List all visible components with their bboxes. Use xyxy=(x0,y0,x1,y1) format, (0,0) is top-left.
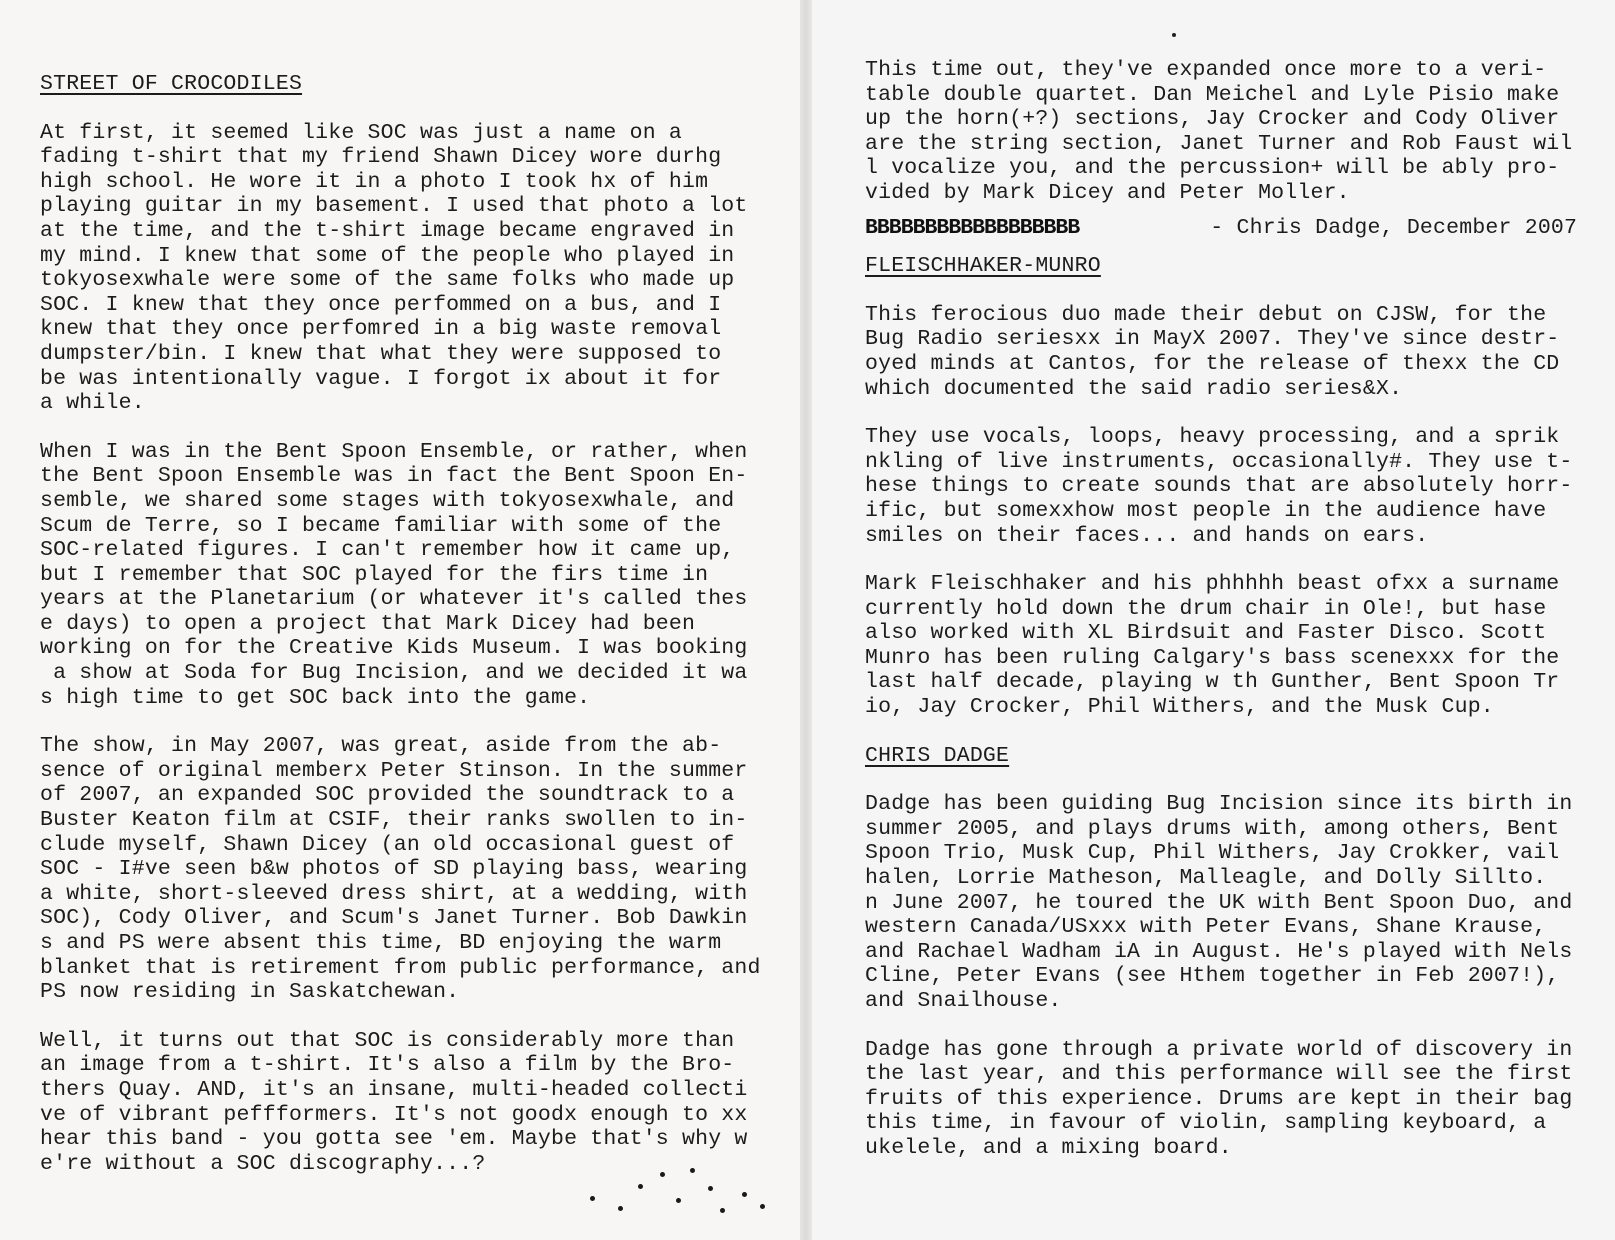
dot xyxy=(742,1192,747,1197)
ink-speck xyxy=(1172,33,1176,37)
paragraph: The show, in May 2007, was great, aside from the ab- sence of original memberx Peter Stinson. In the summer of 2007, an expanded SOC provided the soundtrack to a Buster Keaton film at CSIF, their ranks swollen to in- clude myself, Shawn Dicey (an old occasional guest of SOC - I#ve seen b&w photos of SD playing bass, wearing a white, short-sleeved dress shirt, at a wedding, with SOC), Cody Oliver, and Scum's Janet Turner. Bob Dawkin s and PS were absent this time, BD enjoying the warm blanket that is retirement from public performance, and PS now residing in Saskatchewan. xyxy=(40,734,761,1005)
left-column xyxy=(40,72,780,1200)
dot xyxy=(590,1196,595,1201)
paragraph: At first, it seemed like SOC was just a name on a fading t-shirt that my friend Shawn Dicey wore durhg high school. He wore it in a photo I took hx of him playing guitar in my basement. I used that photo a lot at the time, and the t-shirt image became engraved in my mind. I knew that some of the people who played in tokyosexwhale were some of the same folks who made up SOC. I knew that they once perfommed on a bus, and I knew that they once perfomred in a big waste removal dumpster/bin. I knew that what they were supposed to be was intentionally vague. I forgot ix about it for a while. xyxy=(40,120,748,416)
intro-paragraph: This time out, they've expanded once more to a veri- table double quartet. Dan Meichel and Lyle Pisio make up the horn(+?) sections, Jay Crocker and Cody Oliver are the string section, Janet Turner and Rob Faust wil l vocalize you, and the percussion+ will be ably pro- vided by Mark Dicey and Peter Moller. xyxy=(865,58,1573,205)
paragraph: Dadge has gone through a private world of discovery in the last year, and this performance will see the first fruits of this experience. Drums are kept in their bag this time, in favour of violin, sampling keyboard, a ukelele, and a mixing board. xyxy=(865,1037,1573,1160)
section-heading-street-of-crocodiles: STREET OF CROCODILES xyxy=(40,72,303,96)
typed-strikeout: BBBBBBBBBBBBBBBBBB xyxy=(865,215,1080,240)
paragraph: This ferocious duo made their debut on CJSW, for the Bug Radio seriesxx in MayX 2007. They've since destr- oyed minds at Cantos, for the release of thexx the CD which documented the said radio series&X. xyxy=(865,302,1560,401)
paragraph: Well, it turns out that SOC is considerably more than an image from a t-shirt. It's also a film by the Bro- thers Quay. AND, it's an insane, multi-headed collecti ve of vibrant peffformers. It's not goodx enough to xx hear this band - you gotta see 'em. Maybe that's why w e're without a SOC discography...? xyxy=(40,1028,748,1176)
decorative-dots xyxy=(590,1158,790,1218)
dot xyxy=(676,1198,681,1203)
right-column xyxy=(865,58,1605,1185)
signoff-line xyxy=(865,216,1605,241)
signoff: - Chris Dadge, December 2007 xyxy=(1210,215,1578,240)
paragraph: When I was in the Bent Spoon Ensemble, or rather, when the Bent Spoon Ensemble was in fact the Bent Spoon En- semble, we shared some stages with tokyosexwhale, and Scum de Terre, so I became familiar with some of the SOC-related figures. I can't remember how it came up, but I remember that SOC played for the firs time in years at the Planetarium (or whatever it's called thes e days) to open a project that Mark Dicey had been working on for the Creative Kids Museum. I was booking a show at Soda for Bug Incision, and we decided it wa s high time to get SOC back into the game. xyxy=(40,439,748,710)
dot xyxy=(760,1204,765,1209)
dot xyxy=(618,1206,623,1211)
dot xyxy=(638,1184,643,1189)
dot xyxy=(720,1208,725,1213)
dot xyxy=(660,1172,665,1177)
paragraph: Mark Fleischhaker and his phhhhh beast ofxx a surname currently hold down the drum chair in Ole!, but hase also worked with XL Birdsuit and Faster Disco. Scott Munro has been ruling Calgary's bass scenexxx for the last half decade, playing w th Gunther, Bent Spoon Tr io, Jay Crocker, Phil Withers, and the Musk Cup. xyxy=(865,572,1560,720)
section-heading-chris-dadge: CHRIS DADGE xyxy=(865,743,1010,768)
paragraph: They use vocals, loops, heavy processing, and a sprik nkling of live instruments, occasionally#. They use t- hese things to create sounds that are absolutely horr- ific, but somexxhow most people in the audience have smiles on their faces... and hands on ears. xyxy=(865,425,1573,548)
paragraph: Dadge has been guiding Bug Incision since its birth in summer 2005, and plays drums with, among others, Bent Spoon Trio, Musk Cup, Phil Withers, Jay Crokker, vail halen, Lorrie Matheson, Malleagle, and Dolly Sillto. n June 2007, he toured the UK with Bent Spoon Duo, and western Canada/USxxx with Peter Evans, Shane Krause, and Rachael Wadham iA in August. He's played with Nels Cline, Peter Evans (see Hthem together in Feb 2007!), and Snailhouse. xyxy=(865,792,1573,1013)
page-gutter xyxy=(800,0,812,1240)
dot xyxy=(690,1168,695,1173)
section-heading-fleischhaker-munro: FLEISCHHAKER-MUNRO xyxy=(865,254,1101,279)
dot xyxy=(708,1186,713,1191)
